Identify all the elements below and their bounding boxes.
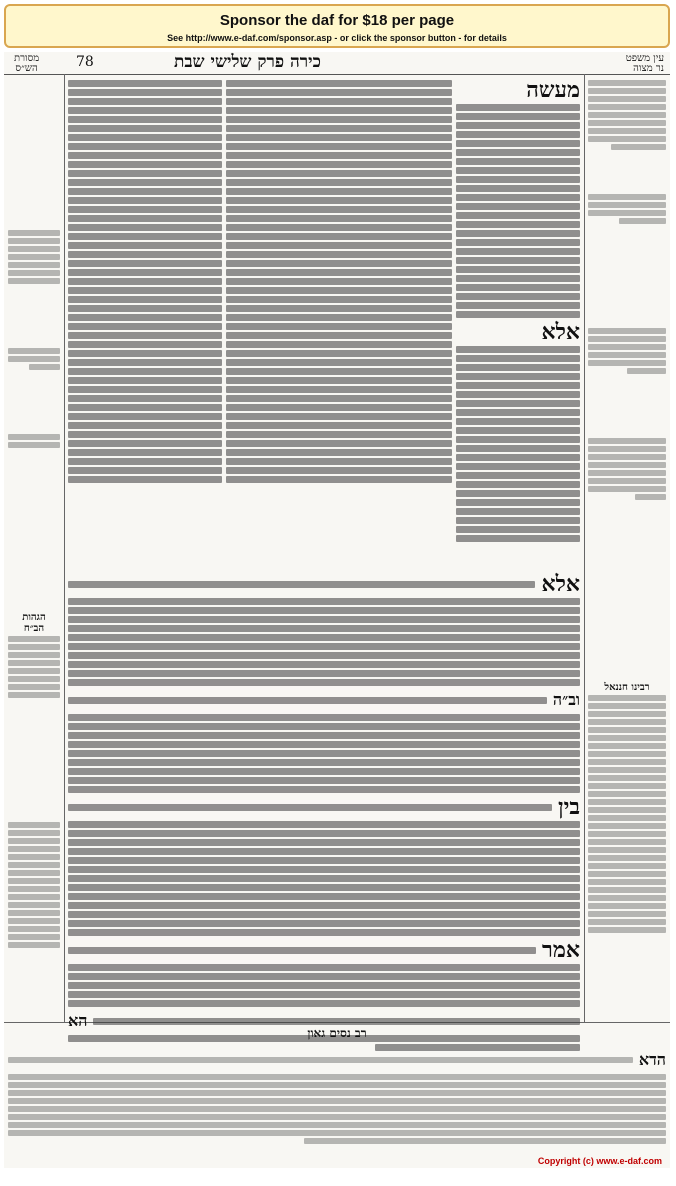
page-header: [4, 52, 670, 75]
mesoret-hashas-column: [8, 78, 60, 618]
left-margin-rule: [64, 74, 65, 1022]
ein-mishpat-column: [588, 78, 666, 678]
commentary-continuation: [68, 571, 580, 1030]
hada-headword: הדא: [638, 1050, 666, 1069]
bein-headword: בין: [558, 794, 580, 820]
sponsor-banner[interactable]: [4, 4, 670, 48]
maaseh-headword: מעשה: [526, 77, 580, 103]
ha-headword: הא: [68, 1011, 88, 1030]
talmud-page: [4, 52, 670, 1168]
right-margin-rule: [584, 74, 585, 1022]
chapter-title: כירה פרק שלישי שבת: [174, 52, 321, 72]
sponsor-title[interactable]: Sponsor the daf for $18 per page: [219, 12, 455, 29]
rabbeinu-chananel-label: רבינו חננאל: [604, 682, 650, 693]
hagahot-habach-label: הגהות הב״ח: [22, 612, 46, 634]
page-number: 78: [76, 54, 94, 70]
tosafot-column: [68, 78, 222, 568]
ela2-headword: אלא: [541, 571, 580, 597]
gemara-main-column: [226, 78, 452, 568]
ubah-headword: וב״ה: [552, 690, 580, 709]
rashi-column: [456, 78, 580, 568]
sponsor-subtitle[interactable]: See http://www.e-daf.com/sponsor.asp - or click the sponsor button - for details: [167, 33, 507, 43]
mesoret-hashas-label: מסורת הש״ס: [14, 53, 40, 74]
rav-nissim-gaon-label: רב נסים גאון: [307, 1026, 367, 1040]
amar-headword: אמר: [542, 937, 580, 963]
copyright-footer: Copyright (c) www.e-daf.com: [537, 1156, 662, 1166]
rav-nissim-gaon-text: [8, 1048, 666, 1148]
rabbeinu-chananel-column: [588, 682, 666, 1020]
rav-nissim-gaon-header: [8, 1026, 666, 1046]
hagahot-habach-column: [8, 612, 60, 1020]
ein-mishpat-label: עין משפט נר מצוה: [625, 53, 664, 74]
ela-headword: אלא: [541, 319, 580, 345]
